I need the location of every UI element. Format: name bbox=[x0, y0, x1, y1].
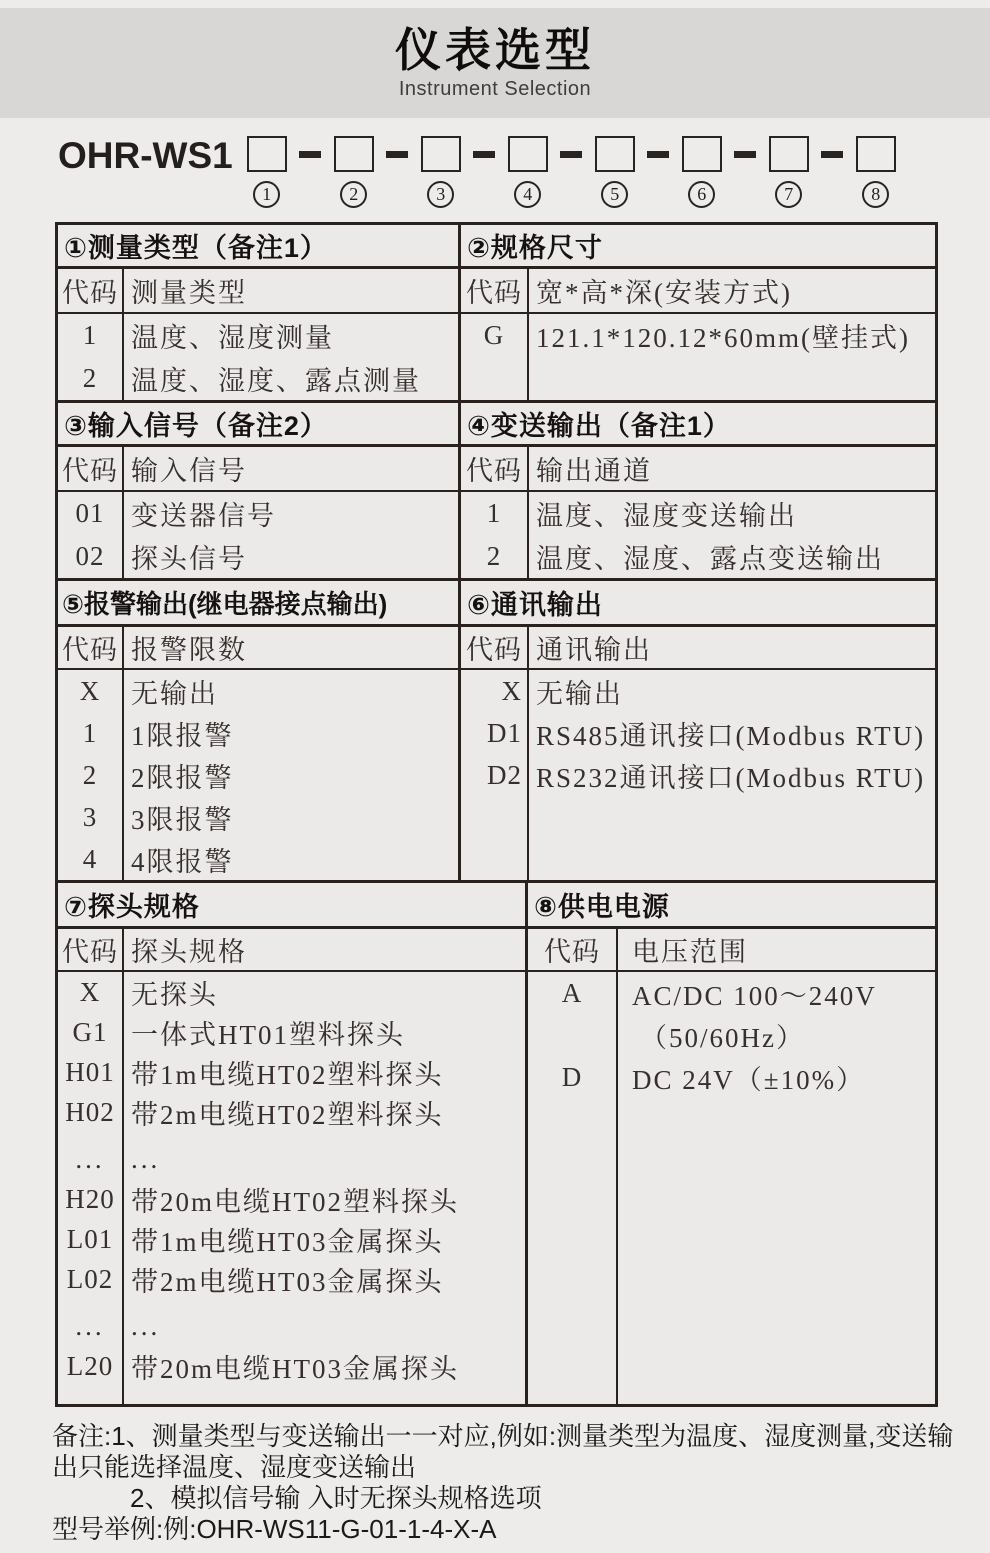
section-6 bbox=[458, 581, 935, 880]
dash-separator bbox=[722, 136, 769, 158]
table-row bbox=[58, 492, 458, 535]
row-text: 带20m电缆HT03金属探头 bbox=[131, 1353, 459, 1384]
model-position-7 bbox=[769, 136, 809, 208]
row-text: ... bbox=[131, 1144, 161, 1174]
position-number: 8 bbox=[871, 184, 881, 204]
column-header-row bbox=[461, 627, 935, 670]
model-position-6 bbox=[682, 136, 722, 208]
row-code: D1 bbox=[487, 717, 522, 748]
col-header-label: 报警限数 bbox=[131, 635, 247, 665]
col-header-label: 输入信号 bbox=[131, 456, 247, 486]
table-row bbox=[58, 712, 458, 754]
row-code: 2 bbox=[82, 363, 98, 393]
column-header-row bbox=[461, 269, 935, 314]
table-row bbox=[58, 1259, 525, 1299]
table-band-1 bbox=[58, 225, 935, 403]
row-code: D bbox=[561, 1061, 583, 1092]
table-row bbox=[461, 712, 935, 754]
row-code: X bbox=[79, 675, 101, 706]
footnotes bbox=[52, 1421, 954, 1545]
col-header-code: 代码 bbox=[466, 635, 522, 665]
row-text: 4限报警 bbox=[131, 846, 234, 877]
row-text: 一体式HT01塑料探头 bbox=[131, 1019, 405, 1050]
table-row bbox=[58, 670, 458, 712]
section-6-title: ⑥通讯输出 bbox=[461, 581, 935, 627]
row-text: 121.1*120.12*60mm(壁挂式) bbox=[536, 323, 910, 353]
model-code-line bbox=[58, 136, 990, 212]
row-text: 无输出 bbox=[131, 678, 218, 709]
dash-separator bbox=[809, 136, 856, 158]
position-number: 2 bbox=[349, 184, 359, 204]
row-code: X bbox=[501, 675, 522, 706]
row-code: 2 bbox=[486, 541, 502, 571]
row-text: 温度、湿度、露点变送输出 bbox=[536, 544, 884, 574]
section-7-title: ⑦探头规格 bbox=[58, 883, 525, 929]
row-text: 2限报警 bbox=[131, 762, 234, 793]
row-code: G1 bbox=[72, 1016, 108, 1047]
row-code: H02 bbox=[65, 1096, 115, 1127]
row-text: 无输出 bbox=[536, 678, 623, 709]
table-band-3 bbox=[58, 581, 935, 883]
dash-separator bbox=[548, 136, 595, 158]
row-text: 温度、湿度、露点测量 bbox=[131, 366, 421, 396]
position-number: 6 bbox=[697, 184, 707, 204]
table-row bbox=[58, 1012, 525, 1052]
col-header-code: 代码 bbox=[62, 635, 118, 665]
table-row bbox=[58, 1179, 525, 1219]
section-8-title: ⑧供电电源 bbox=[528, 883, 935, 929]
code-box bbox=[682, 136, 722, 172]
code-box bbox=[856, 136, 896, 172]
section-1-title: ①测量类型（备注1） bbox=[58, 225, 458, 269]
code-box bbox=[334, 136, 374, 172]
row-code: 02 bbox=[75, 541, 105, 571]
row-text: 1限报警 bbox=[131, 720, 234, 751]
table-row-ellipsis bbox=[58, 1299, 525, 1346]
title-band bbox=[0, 8, 990, 118]
col-header-code: 代码 bbox=[466, 456, 522, 486]
table-row bbox=[58, 838, 458, 880]
table-row bbox=[58, 796, 458, 838]
row-code: L01 bbox=[66, 1223, 114, 1254]
section-3 bbox=[58, 403, 458, 578]
row-code: G bbox=[483, 320, 505, 350]
dash-separator bbox=[461, 136, 508, 158]
col-header-code: 代码 bbox=[62, 456, 118, 486]
code-box bbox=[769, 136, 809, 172]
section-2 bbox=[458, 225, 935, 400]
row-text: 带1m电缆HT02塑料探头 bbox=[131, 1059, 444, 1090]
column-header-row bbox=[58, 269, 458, 314]
col-header-code: 代码 bbox=[544, 937, 600, 967]
table-row bbox=[58, 1346, 525, 1386]
position-circle bbox=[862, 181, 889, 208]
model-position-2 bbox=[334, 136, 374, 208]
table-row bbox=[58, 1092, 525, 1132]
column-header-row bbox=[528, 929, 935, 972]
column-header-row bbox=[461, 447, 935, 492]
row-code: D2 bbox=[487, 759, 522, 790]
row-code: L02 bbox=[66, 1263, 114, 1294]
code-box bbox=[508, 136, 548, 172]
row-code: A bbox=[561, 977, 583, 1008]
note-line-2: 出只能选择温度、湿度变送输出 bbox=[52, 1452, 417, 1482]
row-text: （50/60Hz） bbox=[640, 1022, 805, 1053]
row-code: X bbox=[79, 976, 101, 1007]
row-text: 带20m电缆HT02塑料探头 bbox=[131, 1186, 459, 1217]
table-row bbox=[58, 972, 525, 1012]
table-band-2 bbox=[58, 403, 935, 581]
section-4-title: ④变送输出（备注1） bbox=[461, 403, 935, 447]
model-position-3 bbox=[421, 136, 461, 208]
table-row bbox=[461, 670, 935, 712]
note-line-3: 2、模拟信号输 入时无探头规格选项 bbox=[130, 1483, 542, 1513]
section-8 bbox=[525, 883, 935, 1404]
table-row bbox=[461, 314, 935, 357]
table-row bbox=[461, 754, 935, 796]
table-row bbox=[58, 1052, 525, 1092]
col-header-label: 探头规格 bbox=[131, 937, 247, 967]
position-circle bbox=[427, 181, 454, 208]
table-row bbox=[528, 1014, 935, 1056]
page-subtitle: Instrument Selection bbox=[398, 78, 592, 100]
column-header-row bbox=[58, 627, 458, 670]
model-example: 型号举例:例:OHR-WS11-G-01-1-4-X-A bbox=[52, 1514, 497, 1544]
dash-separator bbox=[635, 136, 682, 158]
column-header-row bbox=[58, 447, 458, 492]
row-text: 无探头 bbox=[131, 979, 218, 1010]
section-7 bbox=[58, 883, 525, 1404]
table-row bbox=[528, 972, 935, 1014]
note-line-1: 备注:1、测量类型与变送输出一一对应,例如:测量类型为温度、湿度测量,变送输 bbox=[52, 1421, 954, 1451]
table-band-4 bbox=[58, 883, 935, 1404]
row-text: 带1m电缆HT03金属探头 bbox=[131, 1226, 444, 1257]
section-5-title: ⑤报警输出(继电器接点输出) bbox=[58, 581, 458, 627]
row-code: 1 bbox=[82, 320, 98, 350]
position-circle bbox=[688, 181, 715, 208]
section-5 bbox=[58, 581, 458, 880]
code-box bbox=[421, 136, 461, 172]
section-4 bbox=[458, 403, 935, 578]
row-code: L20 bbox=[66, 1350, 114, 1381]
row-text: AC/DC 100～240V bbox=[632, 980, 877, 1011]
model-position-1 bbox=[247, 136, 287, 208]
col-header-code: 代码 bbox=[62, 278, 118, 308]
column-header-row bbox=[58, 929, 525, 972]
dash-separator bbox=[374, 136, 421, 158]
dash-separator bbox=[287, 136, 334, 158]
position-number: 1 bbox=[262, 184, 272, 204]
col-header-label: 测量类型 bbox=[131, 278, 247, 308]
col-header-label: 电压范围 bbox=[632, 937, 748, 967]
model-prefix: OHR-WS1 bbox=[58, 135, 233, 176]
row-code: H20 bbox=[65, 1183, 115, 1214]
position-circle bbox=[340, 181, 367, 208]
table-row bbox=[58, 1219, 525, 1259]
row-code: 1 bbox=[82, 717, 98, 748]
row-code: 01 bbox=[75, 498, 105, 528]
model-position-8 bbox=[856, 136, 896, 208]
section-1 bbox=[58, 225, 458, 400]
row-code: ... bbox=[75, 1311, 105, 1341]
row-code: 2 bbox=[82, 759, 98, 790]
table-row bbox=[58, 314, 458, 357]
selection-table bbox=[55, 222, 938, 1407]
table-row bbox=[58, 754, 458, 796]
row-text: ... bbox=[131, 1311, 161, 1341]
model-position-4 bbox=[508, 136, 548, 208]
position-number: 5 bbox=[610, 184, 620, 204]
position-number: 3 bbox=[436, 184, 446, 204]
row-text: 变送器信号 bbox=[131, 501, 276, 531]
section-3-title: ③输入信号（备注2） bbox=[58, 403, 458, 447]
col-header-label: 宽*高*深(安装方式) bbox=[536, 278, 792, 308]
position-number: 4 bbox=[523, 184, 533, 204]
col-header-label: 通讯输出 bbox=[536, 635, 652, 665]
row-text: RS485通讯接口(Modbus RTU) bbox=[536, 720, 926, 751]
page-title: 仪表选型 bbox=[395, 24, 595, 76]
position-circle bbox=[253, 181, 280, 208]
row-text: 带2m电缆HT03金属探头 bbox=[131, 1266, 444, 1297]
row-code: 3 bbox=[82, 801, 98, 832]
table-row-ellipsis bbox=[58, 1132, 525, 1179]
position-circle bbox=[775, 181, 802, 208]
row-code: 4 bbox=[82, 843, 98, 874]
col-header-code: 代码 bbox=[466, 278, 522, 308]
table-row bbox=[461, 535, 935, 578]
col-header-label: 输出通道 bbox=[536, 456, 652, 486]
model-position-5 bbox=[595, 136, 635, 208]
row-code: 1 bbox=[486, 498, 502, 528]
row-text: 3限报警 bbox=[131, 804, 234, 835]
position-number: 7 bbox=[784, 184, 794, 204]
row-text: DC 24V（±10%） bbox=[632, 1064, 866, 1095]
row-text: RS232通讯接口(Modbus RTU) bbox=[536, 762, 926, 793]
row-code: ... bbox=[75, 1144, 105, 1174]
position-circle bbox=[514, 181, 541, 208]
table-row bbox=[528, 1056, 935, 1098]
section-2-title: ②规格尺寸 bbox=[461, 225, 935, 269]
table-row bbox=[461, 492, 935, 535]
position-circle bbox=[601, 181, 628, 208]
code-box bbox=[595, 136, 635, 172]
table-row bbox=[58, 357, 458, 400]
row-text: 探头信号 bbox=[131, 544, 247, 574]
row-text: 带2m电缆HT02塑料探头 bbox=[131, 1099, 444, 1130]
code-box bbox=[247, 136, 287, 172]
table-row bbox=[58, 535, 458, 578]
row-code bbox=[528, 1014, 616, 1056]
row-code: H01 bbox=[65, 1056, 115, 1087]
col-header-code: 代码 bbox=[62, 937, 118, 967]
row-text: 温度、湿度变送输出 bbox=[536, 501, 797, 531]
row-text: 温度、湿度测量 bbox=[131, 323, 334, 353]
